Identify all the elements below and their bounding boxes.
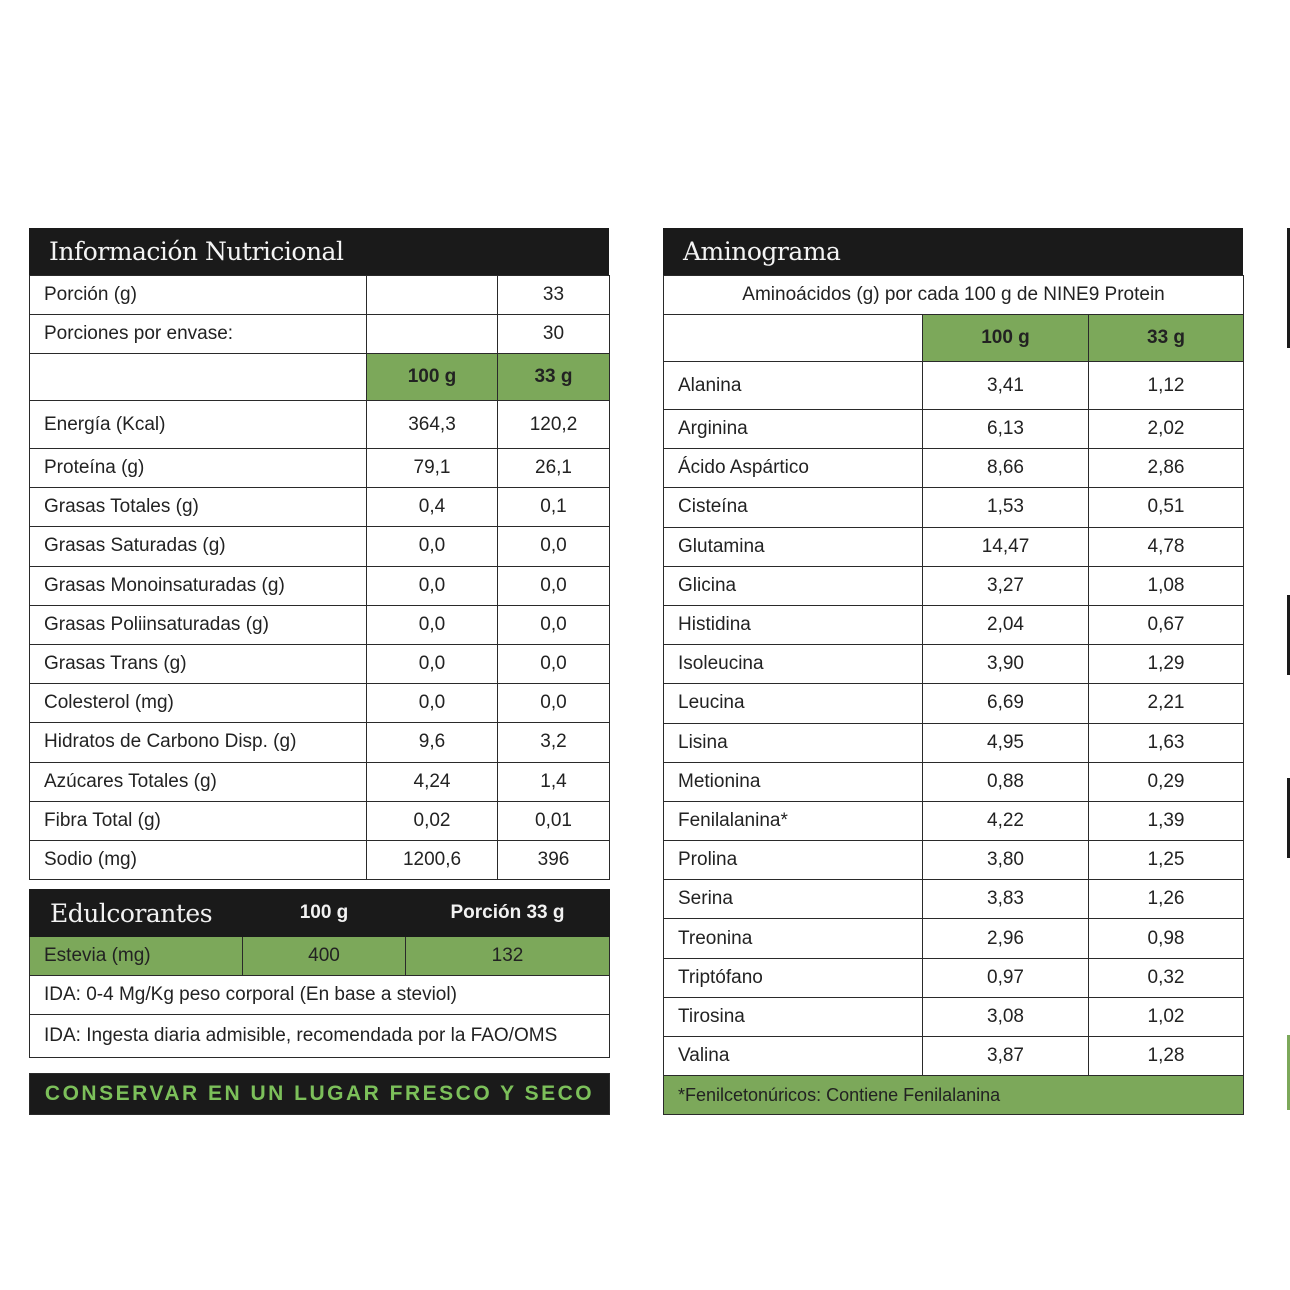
nutrient-label: Proteína (g): [30, 449, 367, 488]
nutrient-value-33g: 0,1: [498, 488, 610, 527]
stevia-label: Estevia (mg): [30, 937, 243, 976]
col-100g-header: 100 g: [367, 354, 498, 401]
amino-value-33g: 0,98: [1089, 919, 1244, 958]
nutrient-value-100g: 0,0: [367, 644, 498, 683]
nutrition-column-header: [30, 354, 610, 401]
amino-row: [664, 997, 1244, 1036]
servings-label: Porciones por envase:: [30, 315, 367, 354]
nutrient-value-33g: 0,01: [498, 801, 610, 840]
nutrient-value-100g: 0,0: [367, 605, 498, 644]
nutrient-row: [30, 566, 610, 605]
nutrient-value-100g: 1200,6: [367, 840, 498, 879]
nutrient-value-100g: 79,1: [367, 449, 498, 488]
nutrient-value-100g: 9,6: [367, 723, 498, 762]
amino-label: Histidina: [664, 605, 923, 644]
nutrient-value-33g: 0,0: [498, 605, 610, 644]
amino-row: [664, 362, 1244, 410]
aminogram-subtitle-row: [664, 276, 1244, 315]
amino-label: Arginina: [664, 410, 923, 449]
stevia-100g: 400: [243, 937, 406, 976]
amino-row: [664, 527, 1244, 566]
servings-value: 30: [498, 315, 610, 354]
amino-label: Prolina: [664, 841, 923, 880]
portion-row: [30, 276, 610, 315]
col-33g-header: 33 g: [498, 354, 610, 401]
amino-label: Metionina: [664, 762, 923, 801]
amino-value-33g: 1,08: [1089, 566, 1244, 605]
nutrient-value-33g: 396: [498, 840, 610, 879]
stevia-portion: 132: [406, 937, 610, 976]
nutrient-label: Hidratos de Carbono Disp. (g): [30, 723, 367, 762]
sweeteners-title: Edulcorantes: [30, 890, 243, 937]
nutrient-row: [30, 401, 610, 449]
amino-row: [664, 1037, 1244, 1076]
nutrient-value-33g: 3,2: [498, 723, 610, 762]
sweeteners-col-portion: Porción 33 g: [406, 890, 610, 937]
nutrient-value-33g: 0,0: [498, 566, 610, 605]
amino-value-33g: 0,67: [1089, 605, 1244, 644]
ida-row-2: [30, 1015, 610, 1058]
amino-label: Tirosina: [664, 997, 923, 1036]
nutrient-value-100g: 0,0: [367, 566, 498, 605]
amino-row: [664, 449, 1244, 488]
amino-value-100g: 0,88: [923, 762, 1089, 801]
nutrition-table: [29, 275, 610, 880]
amino-value-100g: 6,69: [923, 684, 1089, 723]
nutrient-value-33g: 120,2: [498, 401, 610, 449]
nutrient-row: [30, 449, 610, 488]
nutrient-label: Grasas Totales (g): [30, 488, 367, 527]
amino-row: [664, 880, 1244, 919]
nutrient-value-100g: 0,4: [367, 488, 498, 527]
amino-label: Leucina: [664, 684, 923, 723]
nutrient-label: Grasas Trans (g): [30, 644, 367, 683]
ida-note-1: IDA: 0-4 Mg/Kg peso corporal (En base a steviol): [30, 976, 610, 1015]
amino-row: [664, 645, 1244, 684]
aminogram-column-header: [664, 315, 1244, 362]
amino-label: Glutamina: [664, 527, 923, 566]
nutrient-row: [30, 605, 610, 644]
nutrient-label: Energía (Kcal): [30, 401, 367, 449]
aminogram-subtitle: Aminoácidos (g) por cada 100 g de NINE9 Protein: [664, 276, 1244, 315]
nutrient-value-100g: 0,0: [367, 527, 498, 566]
amino-col-33g-header: 33 g: [1089, 315, 1244, 362]
amino-value-100g: 1,53: [923, 488, 1089, 527]
amino-row: [664, 958, 1244, 997]
amino-value-100g: 4,95: [923, 723, 1089, 762]
amino-label: Treonina: [664, 919, 923, 958]
sweeteners-col-100g: 100 g: [243, 890, 406, 937]
amino-label: Isoleucina: [664, 645, 923, 684]
amino-value-33g: 4,78: [1089, 527, 1244, 566]
amino-row: [664, 723, 1244, 762]
nutrient-row: [30, 488, 610, 527]
amino-value-100g: 3,41: [923, 362, 1089, 410]
nutrient-label: Fibra Total (g): [30, 801, 367, 840]
nutrient-value-100g: 364,3: [367, 401, 498, 449]
amino-value-33g: 1,63: [1089, 723, 1244, 762]
nutrient-value-33g: 0,0: [498, 644, 610, 683]
nutrient-value-100g: 0,0: [367, 684, 498, 723]
ida-note-2: IDA: Ingesta diaria admisible, recomendada por la FAO/OMS: [30, 1015, 610, 1058]
amino-value-100g: 2,04: [923, 605, 1089, 644]
aminogram-title: Aminograma: [663, 228, 1243, 275]
nutrient-label: Colesterol (mg): [30, 684, 367, 723]
nutrient-label: Grasas Poliinsaturadas (g): [30, 605, 367, 644]
nutrient-label: Azúcares Totales (g): [30, 762, 367, 801]
amino-value-33g: 0,32: [1089, 958, 1244, 997]
amino-value-100g: 3,08: [923, 997, 1089, 1036]
nutrient-row: [30, 801, 610, 840]
amino-label: Valina: [664, 1037, 923, 1076]
amino-row: [664, 684, 1244, 723]
amino-value-100g: 2,96: [923, 919, 1089, 958]
amino-value-33g: 2,86: [1089, 449, 1244, 488]
nutrition-title: Información Nutricional: [29, 228, 609, 275]
amino-value-33g: 1,25: [1089, 841, 1244, 880]
nutrient-label: Sodio (mg): [30, 840, 367, 879]
amino-row: [664, 841, 1244, 880]
amino-row: [664, 488, 1244, 527]
storage-notice: CONSERVAR EN UN LUGAR FRESCO Y SECO: [29, 1073, 610, 1115]
amino-row: [664, 605, 1244, 644]
ida-row-1: [30, 976, 610, 1015]
aminogram-table: [663, 275, 1244, 1115]
amino-value-33g: 0,29: [1089, 762, 1244, 801]
aminogram-panel: [663, 228, 1243, 1115]
sweeteners-panel: [29, 889, 609, 1058]
nutrient-value-33g: 0,0: [498, 527, 610, 566]
amino-value-33g: 2,02: [1089, 410, 1244, 449]
amino-label: Alanina: [664, 362, 923, 410]
amino-value-100g: 3,83: [923, 880, 1089, 919]
nutrient-value-33g: 0,0: [498, 684, 610, 723]
amino-row: [664, 801, 1244, 840]
nutrient-row: [30, 644, 610, 683]
nutrient-value-100g: 4,24: [367, 762, 498, 801]
nutrient-row: [30, 723, 610, 762]
amino-value-33g: 1,28: [1089, 1037, 1244, 1076]
amino-label: Cisteína: [664, 488, 923, 527]
sweeteners-table: [29, 889, 610, 1058]
amino-value-100g: 14,47: [923, 527, 1089, 566]
nutrient-value-33g: 26,1: [498, 449, 610, 488]
amino-label: Triptófano: [664, 958, 923, 997]
amino-value-33g: 0,51: [1089, 488, 1244, 527]
amino-label: Lisina: [664, 723, 923, 762]
amino-row: [664, 410, 1244, 449]
amino-footnote-row: [664, 1076, 1244, 1115]
portion-label: Porción (g): [30, 276, 367, 315]
nutrient-label: Grasas Monoinsaturadas (g): [30, 566, 367, 605]
nutrient-row: [30, 527, 610, 566]
amino-value-100g: 3,80: [923, 841, 1089, 880]
amino-value-33g: 1,29: [1089, 645, 1244, 684]
amino-value-100g: 3,90: [923, 645, 1089, 684]
amino-value-100g: 8,66: [923, 449, 1089, 488]
nutrient-label: Grasas Saturadas (g): [30, 527, 367, 566]
amino-label: Serina: [664, 880, 923, 919]
amino-row: [664, 566, 1244, 605]
servings-row: [30, 315, 610, 354]
amino-value-33g: 1,12: [1089, 362, 1244, 410]
amino-value-33g: 1,02: [1089, 997, 1244, 1036]
stevia-row: [30, 937, 610, 976]
amino-value-100g: 3,27: [923, 566, 1089, 605]
amino-footnote: *Fenilcetonúricos: Contiene Fenilalanina: [664, 1076, 1244, 1115]
nutrient-value-100g: 0,02: [367, 801, 498, 840]
amino-label: Glicina: [664, 566, 923, 605]
nutrient-row: [30, 762, 610, 801]
amino-row: [664, 919, 1244, 958]
amino-value-100g: 6,13: [923, 410, 1089, 449]
amino-value-100g: 3,87: [923, 1037, 1089, 1076]
amino-value-33g: 1,26: [1089, 880, 1244, 919]
amino-value-33g: 2,21: [1089, 684, 1244, 723]
amino-value-100g: 4,22: [923, 801, 1089, 840]
amino-label: Fenilalanina*: [664, 801, 923, 840]
portion-value: 33: [498, 276, 610, 315]
sweeteners-header: [30, 890, 610, 937]
amino-value-100g: 0,97: [923, 958, 1089, 997]
amino-col-100g-header: 100 g: [923, 315, 1089, 362]
nutrition-panel: [29, 228, 609, 880]
amino-label: Ácido Aspártico: [664, 449, 923, 488]
nutrient-row: [30, 840, 610, 879]
nutrient-value-33g: 1,4: [498, 762, 610, 801]
amino-value-33g: 1,39: [1089, 801, 1244, 840]
nutrient-row: [30, 684, 610, 723]
amino-row: [664, 762, 1244, 801]
